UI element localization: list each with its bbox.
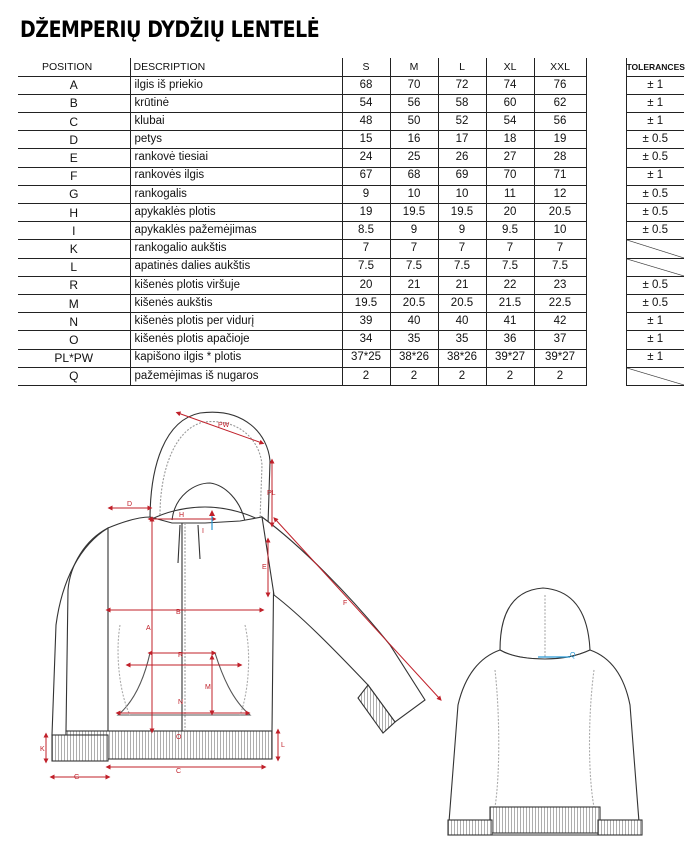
row-size-m: 70 bbox=[390, 76, 438, 94]
page-title: DŽEMPERIŲ DYDŽIŲ LENTELĖ bbox=[20, 18, 320, 43]
row-size-xl: 11 bbox=[486, 185, 534, 203]
row-size-l: 38*26 bbox=[438, 349, 486, 367]
row-size-s: 2 bbox=[342, 367, 390, 385]
row-size-l: 2 bbox=[438, 367, 486, 385]
row-tolerance: ± 1 bbox=[626, 349, 684, 367]
row-description: kapišono ilgis * plotis bbox=[130, 349, 342, 367]
row-size-xxl: 62 bbox=[534, 94, 586, 112]
row-spacer bbox=[586, 185, 626, 203]
row-position: Q bbox=[18, 367, 130, 385]
row-tolerance: ± 1 bbox=[626, 76, 684, 94]
table-row bbox=[18, 240, 684, 258]
row-size-m: 38*26 bbox=[390, 349, 438, 367]
row-description: kišenės plotis apačioje bbox=[130, 331, 342, 349]
back-cuff-left bbox=[448, 820, 492, 835]
row-position: B bbox=[18, 94, 130, 112]
row-tolerance: ± 0.5 bbox=[626, 276, 684, 294]
row-description: apykaklės pažemėjimas bbox=[130, 222, 342, 240]
row-size-m: 19.5 bbox=[390, 204, 438, 222]
row-size-xxl: 39*27 bbox=[534, 349, 586, 367]
row-tolerance: ± 0.5 bbox=[626, 294, 684, 312]
row-tolerance: ± 1 bbox=[626, 331, 684, 349]
row-position: G bbox=[18, 185, 130, 203]
row-size-xl: 70 bbox=[486, 167, 534, 185]
row-description: rankogalio aukštis bbox=[130, 240, 342, 258]
front-hoodie bbox=[52, 412, 425, 761]
header-size-s: S bbox=[342, 58, 390, 76]
table-row bbox=[18, 204, 684, 222]
row-spacer bbox=[586, 313, 626, 331]
table-row bbox=[18, 167, 684, 185]
back-waistband bbox=[490, 807, 600, 833]
front-sleeve-right bbox=[262, 517, 425, 722]
row-tolerance bbox=[626, 367, 684, 385]
row-tolerance bbox=[626, 240, 684, 258]
row-size-xxl: 71 bbox=[534, 167, 586, 185]
row-size-xxl: 2 bbox=[534, 367, 586, 385]
row-size-s: 20 bbox=[342, 276, 390, 294]
label-c: C bbox=[176, 768, 182, 775]
row-description: rankovės ilgis bbox=[130, 167, 342, 185]
row-size-l: 7 bbox=[438, 240, 486, 258]
row-size-s: 48 bbox=[342, 113, 390, 131]
row-size-xxl: 19 bbox=[534, 131, 586, 149]
row-size-l: 17 bbox=[438, 131, 486, 149]
row-description: kišenės plotis viršuje bbox=[130, 276, 342, 294]
label-pl: PL bbox=[267, 490, 276, 497]
row-size-m: 68 bbox=[390, 167, 438, 185]
row-description: pažemėjimas iš nugaros bbox=[130, 367, 342, 385]
row-size-xl: 7 bbox=[486, 240, 534, 258]
row-size-m: 9 bbox=[390, 222, 438, 240]
row-spacer bbox=[586, 149, 626, 167]
row-spacer bbox=[586, 258, 626, 276]
row-spacer bbox=[586, 76, 626, 94]
back-cuff-right bbox=[598, 820, 642, 835]
label-f: F bbox=[343, 600, 348, 607]
row-description: petys bbox=[130, 131, 342, 149]
label-o: O bbox=[176, 734, 182, 741]
row-size-l: 52 bbox=[438, 113, 486, 131]
row-size-xl: 9.5 bbox=[486, 222, 534, 240]
row-description: apykaklės plotis bbox=[130, 204, 342, 222]
row-size-xxl: 28 bbox=[534, 149, 586, 167]
row-tolerance bbox=[626, 258, 684, 276]
row-size-l: 7.5 bbox=[438, 258, 486, 276]
label-q: Q bbox=[570, 652, 576, 659]
row-size-xxl: 12 bbox=[534, 185, 586, 203]
row-position: PL*PW bbox=[18, 349, 130, 367]
row-size-l: 21 bbox=[438, 276, 486, 294]
row-size-s: 68 bbox=[342, 76, 390, 94]
label-b: B bbox=[176, 609, 181, 616]
header-size-xl: XL bbox=[486, 58, 534, 76]
row-position: F bbox=[18, 167, 130, 185]
row-size-l: 35 bbox=[438, 331, 486, 349]
row-size-m: 16 bbox=[390, 131, 438, 149]
front-body bbox=[66, 517, 274, 731]
row-size-xl: 36 bbox=[486, 331, 534, 349]
row-size-xl: 60 bbox=[486, 94, 534, 112]
row-position: E bbox=[18, 149, 130, 167]
label-pw: PW bbox=[218, 422, 230, 429]
size-table bbox=[18, 58, 684, 386]
row-position: M bbox=[18, 294, 130, 312]
row-size-l: 26 bbox=[438, 149, 486, 167]
row-size-xxl: 22.5 bbox=[534, 294, 586, 312]
row-size-xxl: 7 bbox=[534, 240, 586, 258]
row-size-xxl: 7.5 bbox=[534, 258, 586, 276]
row-size-s: 67 bbox=[342, 167, 390, 185]
row-size-xl: 2 bbox=[486, 367, 534, 385]
row-size-xxl: 10 bbox=[534, 222, 586, 240]
row-size-s: 39 bbox=[342, 313, 390, 331]
row-size-s: 37*25 bbox=[342, 349, 390, 367]
label-a: A bbox=[146, 625, 151, 632]
row-spacer bbox=[586, 240, 626, 258]
row-size-s: 15 bbox=[342, 131, 390, 149]
row-size-xl: 41 bbox=[486, 313, 534, 331]
row-spacer bbox=[586, 94, 626, 112]
row-size-xl: 20 bbox=[486, 204, 534, 222]
label-n: N bbox=[178, 699, 184, 706]
row-tolerance: ± 0.5 bbox=[626, 204, 684, 222]
row-size-s: 24 bbox=[342, 149, 390, 167]
table-row bbox=[18, 185, 684, 203]
row-size-l: 20.5 bbox=[438, 294, 486, 312]
row-position: K bbox=[18, 240, 130, 258]
label-k: K bbox=[40, 746, 45, 753]
row-size-m: 50 bbox=[390, 113, 438, 131]
row-size-l: 9 bbox=[438, 222, 486, 240]
label-l: L bbox=[281, 742, 285, 749]
row-size-l: 58 bbox=[438, 94, 486, 112]
header-tolerances: TOLERANCES bbox=[626, 58, 684, 76]
front-hood bbox=[150, 412, 270, 525]
table-header-row bbox=[18, 58, 684, 76]
label-h: H bbox=[179, 512, 185, 519]
row-tolerance: ± 1 bbox=[626, 113, 684, 131]
row-size-l: 72 bbox=[438, 76, 486, 94]
row-spacer bbox=[586, 113, 626, 131]
row-size-xl: 7.5 bbox=[486, 258, 534, 276]
row-size-xl: 22 bbox=[486, 276, 534, 294]
row-spacer bbox=[586, 276, 626, 294]
row-size-s: 19 bbox=[342, 204, 390, 222]
table-row bbox=[18, 94, 684, 112]
row-size-xl: 39*27 bbox=[486, 349, 534, 367]
row-description: krūtinė bbox=[130, 94, 342, 112]
row-size-m: 40 bbox=[390, 313, 438, 331]
table-row bbox=[18, 113, 684, 131]
row-size-s: 19.5 bbox=[342, 294, 390, 312]
front-cuff-left bbox=[52, 735, 108, 761]
row-size-m: 10 bbox=[390, 185, 438, 203]
row-size-m: 20.5 bbox=[390, 294, 438, 312]
row-size-xxl: 56 bbox=[534, 113, 586, 131]
row-tolerance: ± 1 bbox=[626, 313, 684, 331]
row-size-m: 21 bbox=[390, 276, 438, 294]
row-size-m: 35 bbox=[390, 331, 438, 349]
table-row bbox=[18, 331, 684, 349]
header-size-l: L bbox=[438, 58, 486, 76]
row-tolerance: ± 0.5 bbox=[626, 185, 684, 203]
row-description: kišenės plotis per vidurį bbox=[130, 313, 342, 331]
table-row bbox=[18, 258, 684, 276]
table-body bbox=[18, 76, 684, 385]
row-position: I bbox=[18, 222, 130, 240]
row-description: klubai bbox=[130, 113, 342, 131]
table-row bbox=[18, 222, 684, 240]
row-spacer bbox=[586, 222, 626, 240]
row-position: L bbox=[18, 258, 130, 276]
row-size-s: 54 bbox=[342, 94, 390, 112]
row-spacer bbox=[586, 131, 626, 149]
header-spacer bbox=[586, 58, 626, 76]
row-tolerance: ± 0.5 bbox=[626, 149, 684, 167]
row-size-xxl: 37 bbox=[534, 331, 586, 349]
label-m: M bbox=[205, 684, 211, 691]
row-tolerance: ± 1 bbox=[626, 94, 684, 112]
row-position: R bbox=[18, 276, 130, 294]
table-row bbox=[18, 313, 684, 331]
row-spacer bbox=[586, 294, 626, 312]
row-position: H bbox=[18, 204, 130, 222]
row-tolerance: ± 0.5 bbox=[626, 131, 684, 149]
row-size-m: 7.5 bbox=[390, 258, 438, 276]
row-spacer bbox=[586, 349, 626, 367]
row-size-xxl: 23 bbox=[534, 276, 586, 294]
row-size-xxl: 76 bbox=[534, 76, 586, 94]
row-size-xl: 54 bbox=[486, 113, 534, 131]
row-description: kišenės aukštis bbox=[130, 294, 342, 312]
header-size-m: M bbox=[390, 58, 438, 76]
row-size-m: 25 bbox=[390, 149, 438, 167]
label-r: R bbox=[178, 652, 184, 659]
table-row bbox=[18, 131, 684, 149]
row-position: D bbox=[18, 131, 130, 149]
row-size-l: 10 bbox=[438, 185, 486, 203]
row-position: C bbox=[18, 113, 130, 131]
back-hoodie bbox=[448, 588, 642, 835]
row-position: A bbox=[18, 76, 130, 94]
row-description: rankovė tiesiai bbox=[130, 149, 342, 167]
row-size-xl: 18 bbox=[486, 131, 534, 149]
table-row bbox=[18, 276, 684, 294]
row-description: rankogalis bbox=[130, 185, 342, 203]
hoodie-diagram bbox=[0, 395, 700, 854]
row-position: O bbox=[18, 331, 130, 349]
row-size-m: 56 bbox=[390, 94, 438, 112]
label-d: D bbox=[127, 501, 133, 508]
row-description: ilgis iš priekio bbox=[130, 76, 342, 94]
header-description: DESCRIPTION bbox=[130, 58, 342, 76]
row-tolerance: ± 0.5 bbox=[626, 222, 684, 240]
row-spacer bbox=[586, 331, 626, 349]
row-size-s: 9 bbox=[342, 185, 390, 203]
row-size-xl: 21.5 bbox=[486, 294, 534, 312]
row-position: N bbox=[18, 313, 130, 331]
row-size-s: 34 bbox=[342, 331, 390, 349]
row-size-s: 7 bbox=[342, 240, 390, 258]
table-row bbox=[18, 294, 684, 312]
row-size-l: 19.5 bbox=[438, 204, 486, 222]
header-position: POSITION bbox=[18, 58, 130, 76]
row-size-xl: 27 bbox=[486, 149, 534, 167]
header-size-xxl: XXL bbox=[534, 58, 586, 76]
table-row bbox=[18, 149, 684, 167]
row-description: apatinės dalies aukštis bbox=[130, 258, 342, 276]
table-row bbox=[18, 76, 684, 94]
row-tolerance: ± 1 bbox=[626, 167, 684, 185]
table-row bbox=[18, 349, 684, 367]
row-size-l: 69 bbox=[438, 167, 486, 185]
row-size-xl: 74 bbox=[486, 76, 534, 94]
row-size-s: 7.5 bbox=[342, 258, 390, 276]
row-size-xxl: 42 bbox=[534, 313, 586, 331]
label-i: I bbox=[202, 528, 204, 535]
row-size-l: 40 bbox=[438, 313, 486, 331]
label-g: G bbox=[74, 774, 80, 781]
row-spacer bbox=[586, 167, 626, 185]
row-size-s: 8.5 bbox=[342, 222, 390, 240]
row-size-m: 2 bbox=[390, 367, 438, 385]
row-size-m: 7 bbox=[390, 240, 438, 258]
row-size-xxl: 20.5 bbox=[534, 204, 586, 222]
row-spacer bbox=[586, 204, 626, 222]
row-spacer bbox=[586, 367, 626, 385]
table-row bbox=[18, 367, 684, 385]
label-e: E bbox=[262, 564, 267, 571]
